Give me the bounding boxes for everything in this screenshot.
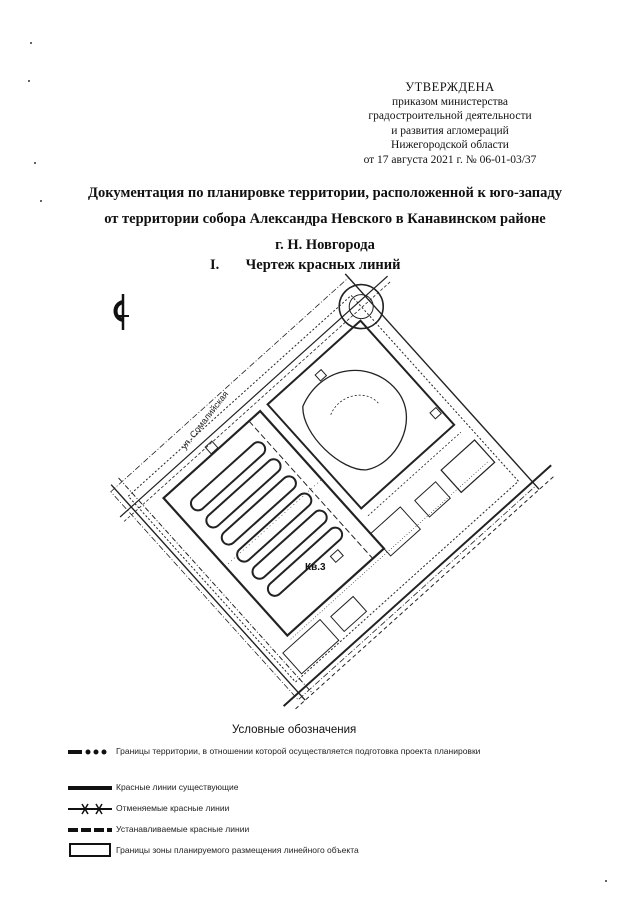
legend-item-label: Красные линии существующие [116, 782, 239, 792]
approval-stamp [330, 80, 570, 167]
legend-item-label: Границы зоны планируемого размещения линейного объекта [116, 845, 359, 855]
thick-solid-line-icon [68, 782, 112, 794]
approval-line: градостроительной деятельности [368, 110, 532, 122]
thick-dashed-line-icon [68, 824, 112, 836]
legend-item-label: Устанавливаемые красные линии [116, 824, 250, 834]
rectangle-icon [68, 842, 112, 858]
block-label: Кв.3 [305, 562, 326, 573]
document-title [60, 180, 590, 258]
title-line: Документация по планировке территории, расположенной к юго-западу [88, 185, 562, 201]
legend-item-label: Отменяемые красные линии [116, 803, 230, 813]
approval-heading: УТВЕРЖДЕНА [405, 80, 495, 94]
title-line: г. Н. Новгорода [275, 237, 375, 253]
section-title: Чертеж красных линий [245, 257, 401, 273]
dash-dot-boundary-icon [68, 746, 112, 758]
legend-title: Условные обозначения [232, 724, 357, 736]
legend-item-label: Границы территории, в отношении которой осуществляется подготовка проекта планировки [116, 746, 481, 756]
approval-order-line: от 17 августа 2021 г. № 06-01-03/37 [363, 153, 537, 166]
title-line: от территории собора Александра Невского в Канавинском районе [104, 211, 546, 227]
crossed-line-icon [68, 803, 112, 815]
street-label: ул. Сомалийская [178, 389, 231, 452]
red-lines-drawing [85, 270, 555, 710]
approval-line: Нижегородской области [391, 139, 509, 151]
section-number: I. [210, 257, 220, 273]
approval-line: и развития агломераций [391, 124, 509, 137]
approval-line: приказом министерства [392, 95, 508, 108]
